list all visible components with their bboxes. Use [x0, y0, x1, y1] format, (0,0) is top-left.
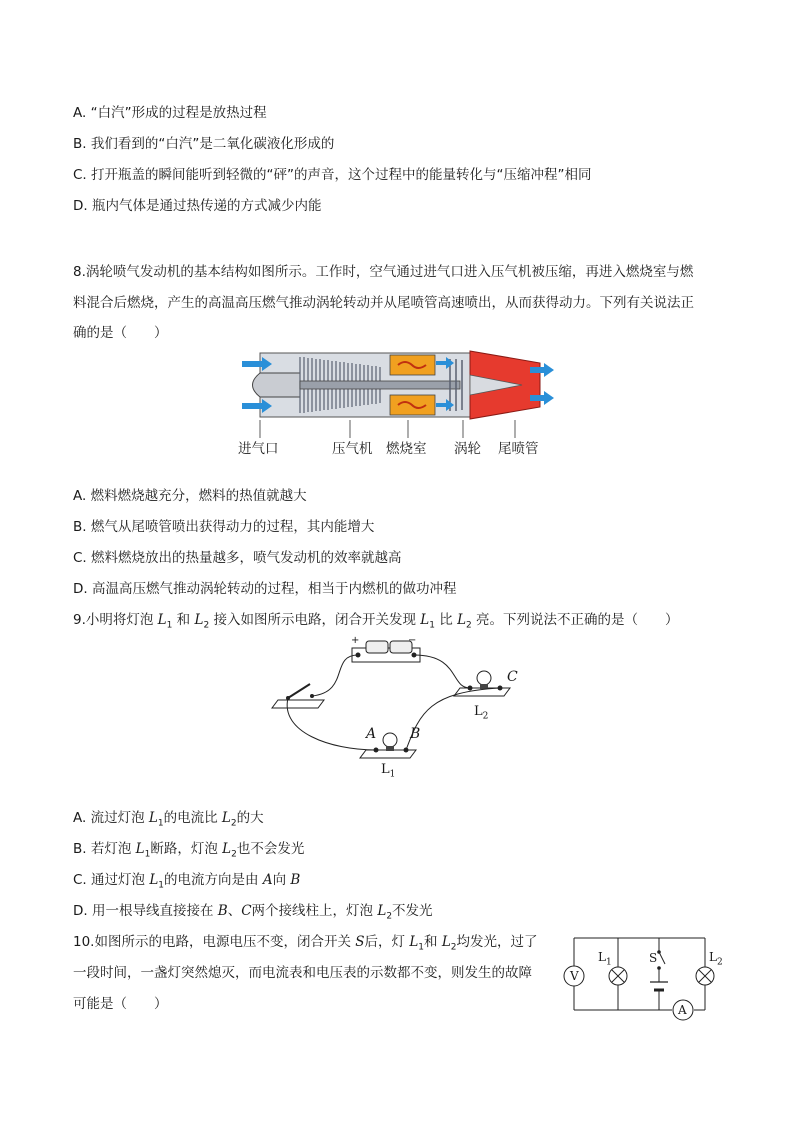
q10-circuit-diagram [562, 930, 732, 1025]
q7-option-d: D. 瓶内气体是通过热传递的方式减少内能 [73, 198, 322, 214]
q10-stem-line-1: 10.如图所示的电路，电源电压不变，闭合开关 S后，灯 $L_1$和 $L_2$均发光，过了 [73, 934, 538, 953]
terminal-c-label: C [507, 669, 518, 685]
ammeter-label: A [678, 1003, 687, 1017]
terminal-a-label: A [366, 726, 377, 742]
q10-stem-line-2: 一段时间，一盏灯突然熄灭，而电流表和电压表的示数都不变，则发生的故障 [73, 965, 532, 981]
terminal-b-label: B [410, 726, 421, 742]
voltmeter-label: V [570, 969, 579, 983]
q10-stem-line-3: 可能是（ ） [73, 996, 168, 1012]
lamp-l2-label: $L_2$ [474, 704, 489, 722]
lamp-l2-label: $L_2$ [709, 950, 723, 968]
battery-plus-label: + [351, 635, 360, 646]
label-compressor: 压气机 [332, 441, 373, 457]
switch-s-icon [659, 952, 665, 964]
battery-cell-icon [366, 641, 388, 653]
label-air-intake: 进气口 [238, 441, 279, 457]
label-combustion-chamber: 燃烧室 [386, 441, 427, 457]
label-turbine: 涡轮 [454, 441, 481, 457]
battery-minus-label: − [408, 635, 417, 646]
label-exhaust-nozzle: 尾喷管 [498, 441, 539, 457]
q9-option-a: A. 流过灯泡 $L_1$的电流比 $L_2$的大 [73, 810, 264, 829]
turbojet-engine-figure [240, 345, 560, 425]
lamp-l1-label: $L_1$ [598, 950, 612, 968]
q8-option-a: A. 燃料燃烧越充分，燃料的热值就越大 [73, 488, 307, 504]
q8-stem-line-2: 料混合后燃烧，产生的高温高压燃气推动涡轮转动并从尾喷管高速喷出，从而获得动力。下列有关说法正 [73, 295, 694, 311]
switch-s-label: S [649, 951, 658, 965]
q9-stem: 9.小明将灯泡 $L_1$ 和 $L_2$ 接入如图所示电路，闭合开关发现 $L_1$ 比 $L_2$ 亮。下列说法不正确的是（ ） [73, 612, 679, 631]
q9-option-d: D. 用一根导线直接接在 B、C两个接线柱上，灯泡 $L_2$不发光 [73, 903, 433, 922]
q7-option-a: A. “白汽”形成的过程是放热过程 [73, 105, 267, 121]
q9-option-b: B. 若灯泡 $L_1$断路，灯泡 $L_2$也不会发光 [73, 841, 305, 860]
knife-switch-icon [272, 700, 324, 708]
q9-option-c: C. 通过灯泡 $L_1$的电流方向是由 A向 B [73, 872, 301, 891]
lamp-l1-label: $L_1$ [381, 762, 396, 780]
q8-option-d: D. 高温高压燃气推动涡轮转动的过程，相当于内燃机的做功冲程 [73, 581, 457, 597]
q8-stem-line-1: 8.涡轮喷气发动机的基本结构如图所示。工作时，空气通过进气口进入压气机被压缩，再进入燃烧室与燃 [73, 264, 694, 280]
q8-option-c: C. 燃料燃烧放出的热量越多，喷气发动机的效率就越高 [73, 550, 402, 566]
q7-option-c: C. 打开瓶盖的瞬间能听到轻微的“砰”的声音，这个过程中的能量转化与“压缩冲程”相同 [73, 167, 592, 183]
q9-circuit-figure [270, 632, 530, 782]
q8-option-b: B. 燃气从尾喷管喷出获得动力的过程，其内能增大 [73, 519, 375, 535]
q7-option-b: B. 我们看到的“白汽”是二氧化碳液化形成的 [73, 136, 335, 152]
q8-stem-line-3: 确的是（ ） [73, 325, 168, 341]
